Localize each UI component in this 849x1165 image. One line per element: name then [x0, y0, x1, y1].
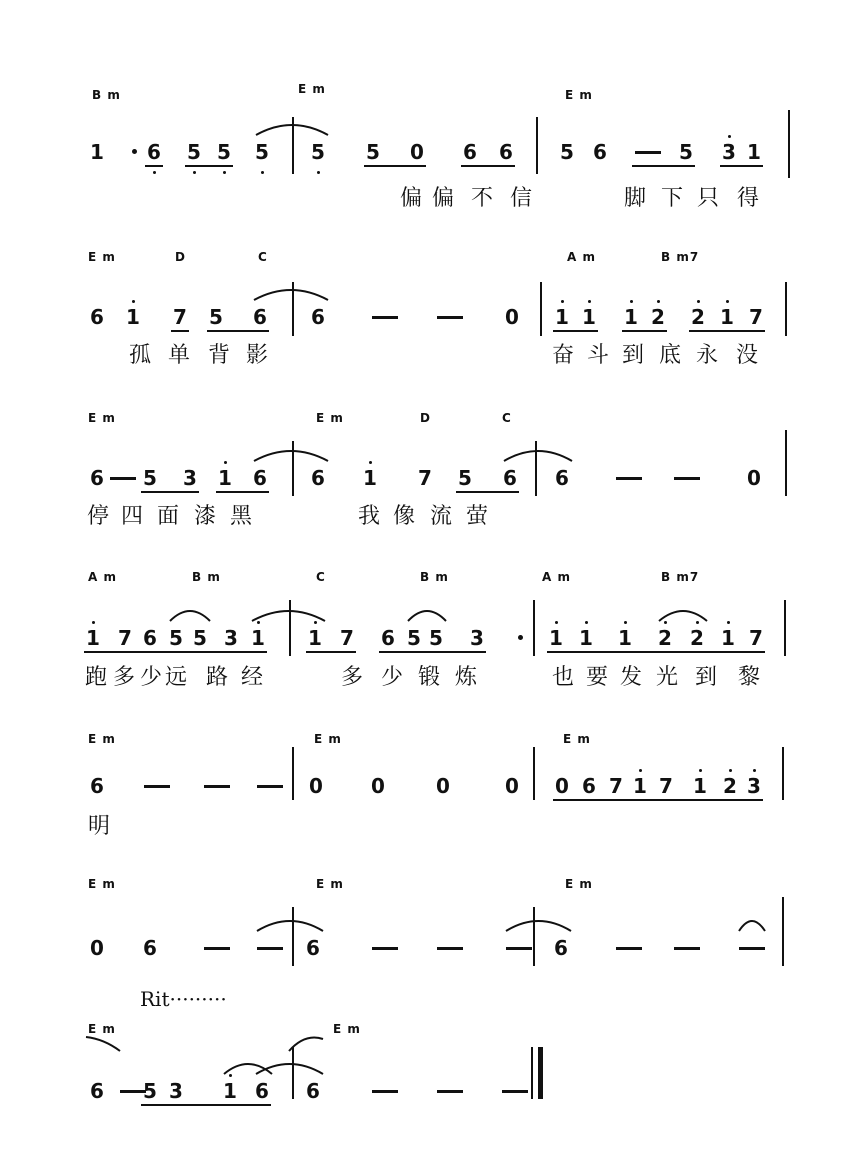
chord-symbol: A m: [542, 570, 571, 584]
hold-dash: [616, 947, 642, 950]
jianpu-note: 3: [722, 140, 736, 164]
jianpu-note: 0: [505, 305, 519, 329]
jianpu-note: 6: [306, 936, 320, 960]
lyric-char: 奋: [552, 343, 575, 368]
hold-dash: [437, 316, 463, 319]
jianpu-note: 1: [582, 305, 596, 329]
octave-dot-high: [727, 621, 730, 624]
jianpu-note: 6: [593, 140, 607, 164]
beam-underline: [379, 651, 486, 653]
beam-underline: [207, 330, 269, 332]
jianpu-note: 3: [470, 626, 484, 650]
jianpu-note: 1: [308, 626, 322, 650]
jianpu-note: 6: [555, 466, 569, 490]
octave-dot-high: [657, 300, 660, 303]
lyric-char: 脚: [624, 186, 647, 211]
lyric-char: 面: [157, 504, 180, 529]
jianpu-note: 1: [363, 466, 377, 490]
jianpu-note: 7: [340, 626, 354, 650]
octave-dot-high: [639, 769, 642, 772]
lyric-char: 少: [381, 665, 404, 690]
lyric-char: 背: [208, 343, 231, 368]
chord-symbol: E m: [565, 88, 593, 102]
beam-underline: [216, 491, 269, 493]
octave-dot-high: [753, 769, 756, 772]
jianpu-note: 0: [410, 140, 424, 164]
hold-dash: [616, 477, 642, 480]
jianpu-note: 5: [560, 140, 574, 164]
beam-underline: [364, 165, 426, 167]
beam-underline: [632, 165, 695, 167]
jianpu-note: 5: [193, 626, 207, 650]
jianpu-note: 5: [407, 626, 421, 650]
jianpu-note: 6: [554, 936, 568, 960]
beam-underline: [185, 165, 233, 167]
octave-dot-high: [728, 135, 731, 138]
slur-tie: [657, 605, 709, 623]
lyric-char: 流: [430, 504, 453, 529]
barline: [540, 282, 542, 336]
jianpu-note: 6: [311, 305, 325, 329]
lyric-char: 没: [736, 343, 759, 368]
beam-underline: [141, 1104, 271, 1106]
jianpu-note: 1: [223, 1079, 237, 1103]
chord-symbol: D: [420, 411, 431, 425]
beam-underline: [84, 651, 267, 653]
lyric-char: 孤: [129, 343, 152, 368]
jianpu-note: 7: [418, 466, 432, 490]
lyric-char: 单: [168, 343, 191, 368]
chord-symbol: E m: [88, 732, 116, 746]
jianpu-note: 7: [118, 626, 132, 650]
lyric-char: 明: [88, 814, 111, 839]
jianpu-note: 0: [555, 774, 569, 798]
hold-dash: [635, 151, 661, 154]
barline: [292, 907, 294, 966]
jianpu-note: 1: [747, 140, 761, 164]
beam-underline: [171, 330, 189, 332]
barline: [533, 907, 535, 966]
hold-dash: [674, 947, 700, 950]
jianpu-note: 1: [218, 466, 232, 490]
beam-underline: [141, 491, 199, 493]
chord-symbol: E m: [565, 877, 593, 891]
chord-symbol: B m7: [661, 570, 700, 584]
jianpu-note: 6: [306, 1079, 320, 1103]
chord-symbol: B m: [420, 570, 449, 584]
barline: [289, 600, 291, 656]
beam-underline: [547, 651, 765, 653]
lyric-char: 多: [113, 665, 136, 690]
jianpu-note: 0: [371, 774, 385, 798]
octave-dot-high: [697, 300, 700, 303]
chord-symbol: A m: [88, 570, 117, 584]
jianpu-note: 2: [658, 626, 672, 650]
chord-symbol: E m: [298, 82, 326, 96]
jianpu-note: 5: [143, 1079, 157, 1103]
jianpu-note: 0: [436, 774, 450, 798]
jianpu-note: 0: [90, 936, 104, 960]
hold-dash: [372, 316, 398, 319]
lyric-char: 跑: [85, 665, 108, 690]
chord-symbol: C: [502, 411, 512, 425]
jianpu-note: 7: [609, 774, 623, 798]
lyric-char: 四: [121, 504, 144, 529]
lyric-char: 不: [471, 186, 494, 211]
slur-tie: [84, 1035, 124, 1055]
octave-dot-low: [153, 171, 156, 174]
slur-tie: [252, 445, 330, 463]
lyric-char: 炼: [455, 665, 478, 690]
hold-dash: [437, 1090, 463, 1093]
octave-dot-high: [369, 461, 372, 464]
chord-symbol: E m: [314, 732, 342, 746]
jianpu-note: 1: [555, 305, 569, 329]
chord-symbol: E m: [333, 1022, 361, 1036]
octave-dot-high: [555, 621, 558, 624]
tempo-marking: Rit·········: [140, 987, 227, 1011]
jianpu-note: 3: [183, 466, 197, 490]
beam-underline: [306, 651, 356, 653]
barline: [535, 441, 537, 496]
jianpu-note: 1: [693, 774, 707, 798]
jianpu-note: 1: [86, 626, 100, 650]
barline: [785, 430, 787, 496]
jianpu-note: 7: [173, 305, 187, 329]
lyric-char: 我: [358, 504, 381, 529]
hold-dash: [257, 947, 283, 950]
octave-dot-high: [729, 769, 732, 772]
jianpu-note: 1: [624, 305, 638, 329]
chord-symbol: E m: [88, 411, 116, 425]
chord-symbol: A m: [567, 250, 596, 264]
slur-tie: [252, 284, 330, 302]
jianpu-note: 1: [126, 305, 140, 329]
barline: [292, 747, 294, 800]
hold-dash: [674, 477, 700, 480]
lyric-char: 路: [206, 665, 229, 690]
jianpu-note: 2: [723, 774, 737, 798]
lyric-char: 也: [552, 665, 575, 690]
jianpu-note: 5: [209, 305, 223, 329]
lyric-char: 锻: [418, 665, 441, 690]
hold-dash: [204, 947, 230, 950]
lyric-char: 黑: [230, 504, 253, 529]
jianpu-note: 6: [253, 305, 267, 329]
chord-symbol: E m: [88, 1022, 116, 1036]
hold-dash: [257, 785, 283, 788]
lyric-char: 偏: [400, 186, 423, 211]
octave-dot-low: [193, 171, 196, 174]
lyric-char: 像: [393, 504, 416, 529]
lyric-char: 到: [622, 343, 645, 368]
jianpu-note: 0: [747, 466, 761, 490]
jianpu-note: 1: [721, 626, 735, 650]
jianpu-note: 5: [255, 140, 269, 164]
jianpu-note: 1: [251, 626, 265, 650]
chord-symbol: D: [175, 250, 186, 264]
octave-dot-high: [699, 769, 702, 772]
hold-dash: [437, 947, 463, 950]
octave-dot-high: [561, 300, 564, 303]
jianpu-note: 6: [143, 626, 157, 650]
octave-dot-low: [317, 171, 320, 174]
lyric-char: 远: [165, 665, 188, 690]
barline: [292, 117, 294, 174]
jianpu-note: 3: [747, 774, 761, 798]
barline: [536, 117, 538, 174]
barline: [782, 747, 784, 800]
beam-underline: [553, 330, 598, 332]
jianpu-note: 6: [499, 140, 513, 164]
lyric-char: 漆: [194, 504, 217, 529]
chord-symbol: E m: [88, 877, 116, 891]
jianpu-note: 6: [90, 305, 104, 329]
lyric-char: 多: [341, 665, 364, 690]
slur-tie: [406, 605, 448, 623]
slur-tie: [168, 605, 212, 623]
chord-symbol: C: [258, 250, 268, 264]
jianpu-note: 6: [463, 140, 477, 164]
lyric-char: 停: [87, 504, 110, 529]
lyric-char: 得: [737, 186, 760, 211]
jianpu-note: 5: [169, 626, 183, 650]
hold-dash: [502, 1090, 528, 1093]
jianpu-note: 6: [90, 774, 104, 798]
lyric-char: 下: [661, 186, 684, 211]
barline: [533, 600, 535, 656]
jianpu-note: 6: [90, 466, 104, 490]
jianpu-note: 6: [503, 466, 517, 490]
slur-tie: [502, 445, 574, 463]
hold-dash: [204, 785, 230, 788]
chord-symbol: B m: [92, 88, 121, 102]
jianpu-note: 1: [90, 140, 104, 164]
jianpu-note: 6: [147, 140, 161, 164]
final-barline-thin: [531, 1047, 533, 1099]
octave-dot-high: [624, 621, 627, 624]
chord-symbol: E m: [88, 250, 116, 264]
barline: [784, 600, 786, 656]
lyric-char: 少: [140, 665, 163, 690]
beam-underline: [689, 330, 765, 332]
beam-underline: [456, 491, 519, 493]
slur-tie: [737, 915, 767, 933]
jianpu-note: 5: [187, 140, 201, 164]
lyric-char: 斗: [587, 343, 610, 368]
slur-tie: [254, 1058, 325, 1076]
beam-underline: [461, 165, 515, 167]
jianpu-note: 7: [749, 305, 763, 329]
jianpu-note: 6: [255, 1079, 269, 1103]
jianpu-note: 5: [679, 140, 693, 164]
chord-symbol: B m7: [661, 250, 700, 264]
jianpu-note: 5: [311, 140, 325, 164]
beam-underline: [720, 165, 763, 167]
lyric-char: 底: [659, 343, 682, 368]
lyric-char: 发: [620, 665, 643, 690]
chord-symbol: E m: [316, 877, 344, 891]
slur-tie: [255, 915, 325, 933]
octave-dot-low: [261, 171, 264, 174]
jianpu-note: 7: [659, 774, 673, 798]
jianpu-note: 5: [143, 466, 157, 490]
barline: [292, 441, 294, 496]
lyric-char: 萤: [466, 504, 489, 529]
octave-dot-high: [588, 300, 591, 303]
hold-dash: [110, 477, 136, 480]
jianpu-note: 6: [253, 466, 267, 490]
barline: [533, 747, 535, 800]
octave-dot-high: [585, 621, 588, 624]
jianpu-note: 5: [429, 626, 443, 650]
jianpu-note: 5: [217, 140, 231, 164]
jianpu-note: 5: [458, 466, 472, 490]
jianpu-note: 7: [749, 626, 763, 650]
slur-tie: [285, 1035, 325, 1055]
jianpu-note: 5: [366, 140, 380, 164]
lyric-char: 黎: [738, 665, 761, 690]
final-barline-thick: [538, 1047, 543, 1099]
jianpu-note: 1: [618, 626, 632, 650]
lyric-char: 只: [697, 186, 720, 211]
chord-symbol: B m: [192, 570, 221, 584]
lyric-char: 永: [696, 343, 719, 368]
chord-symbol: C: [316, 570, 326, 584]
octave-dot-high: [132, 300, 135, 303]
jianpu-note: 0: [505, 774, 519, 798]
slur-tie: [504, 915, 573, 933]
hold-dash: [506, 947, 532, 950]
beam-underline: [622, 330, 667, 332]
hold-dash: [144, 785, 170, 788]
barline: [292, 282, 294, 336]
lyric-char: 经: [241, 665, 264, 690]
jianpu-note: 6: [582, 774, 596, 798]
lyric-char: 影: [246, 343, 269, 368]
jianpu-note: 1: [720, 305, 734, 329]
augmentation-dot: [132, 149, 137, 154]
octave-dot-high: [726, 300, 729, 303]
beam-underline: [145, 165, 163, 167]
jianpu-note: 6: [90, 1079, 104, 1103]
jianpu-note: 2: [651, 305, 665, 329]
barline: [782, 897, 784, 966]
chord-symbol: E m: [563, 732, 591, 746]
octave-dot-high: [92, 621, 95, 624]
jianpu-note: 6: [311, 466, 325, 490]
octave-dot-high: [224, 461, 227, 464]
jianpu-note: 2: [690, 626, 704, 650]
hold-dash: [739, 947, 765, 950]
octave-dot-low: [223, 171, 226, 174]
beam-underline: [553, 799, 763, 801]
barline: [785, 282, 787, 336]
hold-dash: [372, 947, 398, 950]
chord-symbol: E m: [316, 411, 344, 425]
augmentation-dot: [518, 635, 523, 640]
jianpu-note: 3: [169, 1079, 183, 1103]
lyric-char: 偏: [432, 186, 455, 211]
barline: [788, 110, 790, 178]
jianpu-note: 6: [143, 936, 157, 960]
jianpu-note: 0: [309, 774, 323, 798]
jianpu-note: 1: [579, 626, 593, 650]
lyric-char: 光: [656, 665, 679, 690]
lyric-char: 到: [695, 665, 718, 690]
jianpu-note: 2: [691, 305, 705, 329]
jianpu-note: 1: [633, 774, 647, 798]
hold-dash: [372, 1090, 398, 1093]
lyric-char: 要: [586, 665, 609, 690]
octave-dot-high: [630, 300, 633, 303]
jianpu-note: 1: [549, 626, 563, 650]
lyric-char: 信: [510, 186, 533, 211]
jianpu-note: 6: [381, 626, 395, 650]
jianpu-note: 3: [224, 626, 238, 650]
